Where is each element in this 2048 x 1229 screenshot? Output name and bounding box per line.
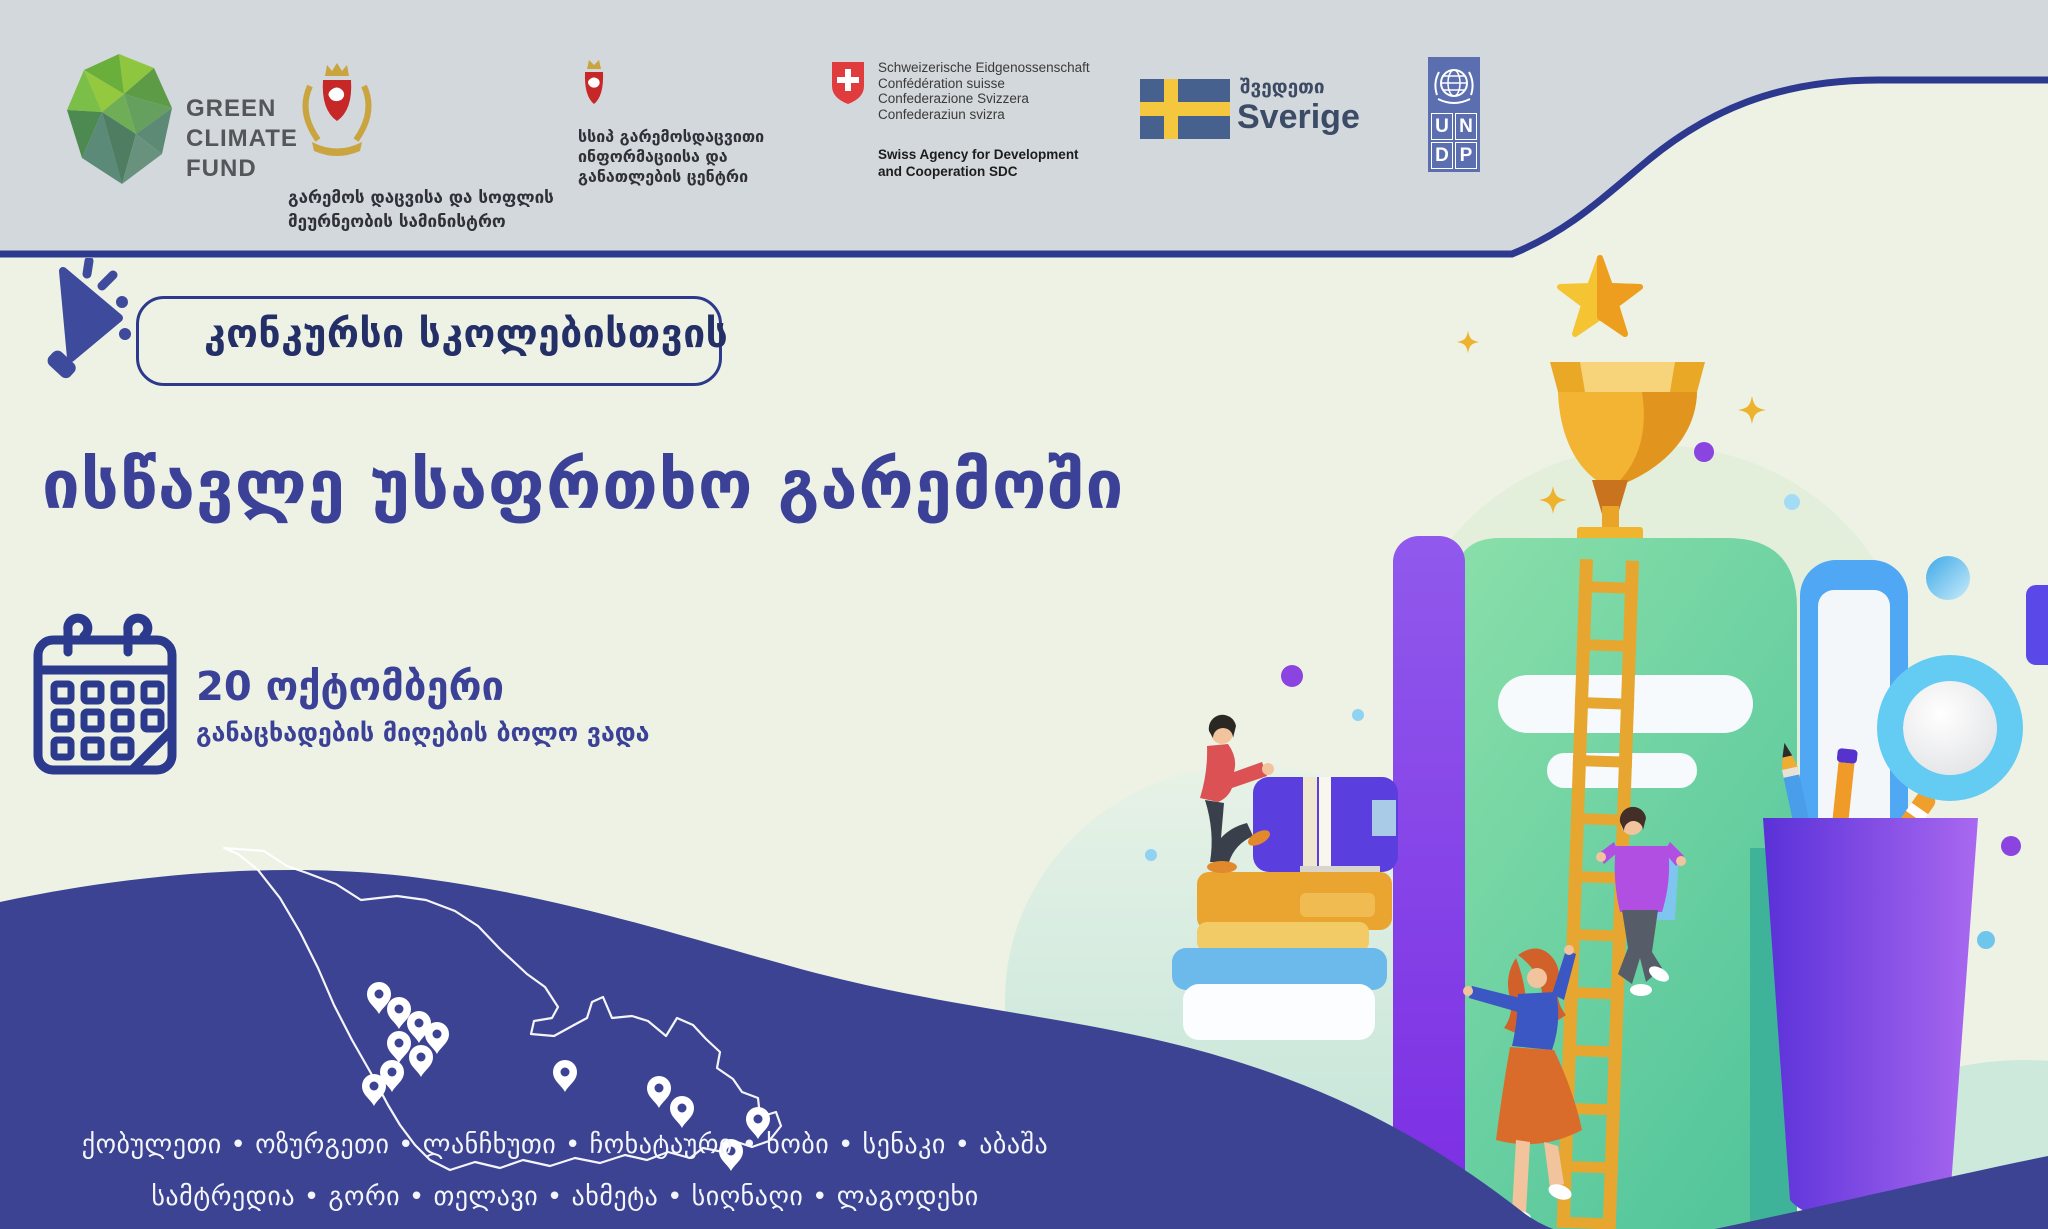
eiec-logo-text — [578, 127, 764, 187]
swiss-line: Schweizerische Eidgenossenschaft — [878, 60, 1090, 75]
calendar-icon — [30, 608, 180, 780]
eiec-line: ინფორმაციისა და — [578, 147, 728, 166]
megaphone-icon — [36, 258, 166, 388]
undp-logo — [1428, 57, 1480, 172]
swiss-line: Confederaziun svizra — [878, 106, 1005, 122]
ministry-line: მეურნეობის სამინისტრო — [288, 212, 506, 232]
swiss-agency-line: Swiss Agency for Development — [878, 147, 1079, 162]
gcf-logo-text — [186, 94, 298, 184]
gcf-line: CLIMATE — [186, 125, 298, 152]
undp-letters — [1431, 113, 1477, 169]
swiss-shield-icon — [830, 60, 866, 105]
undp-letter: D — [1431, 142, 1453, 169]
sweden-flag-icon — [1140, 79, 1230, 139]
sweden-georgian-label: შვედეთი — [1240, 76, 1325, 98]
deadline-note: განაცხადების მიღების ბოლო ვადა — [196, 718, 650, 747]
cities-line-2: სამტრედია • გორი • თელავი • ახმეტა • სიღნაღი • ლაგოდეხი — [151, 1182, 979, 1212]
swiss-logo-text — [878, 60, 1090, 122]
undp-letter: U — [1431, 113, 1453, 140]
swiss-line: Confédération suisse — [878, 75, 1005, 91]
gcf-logo-icon — [62, 50, 177, 190]
swiss-agency-line: and Cooperation SDC — [878, 164, 1018, 179]
cities-line-1: ქობულეთი • ოზურგეთი • ლანჩხუთი • ჩოხატაური • ხობი • სენაკი • აბაშა — [81, 1130, 1049, 1160]
page-title: ისწავლე უსაფრთხო გარემოში — [42, 446, 1125, 524]
un-emblem-icon — [1428, 57, 1480, 113]
georgia-coat-of-arms-icon — [292, 60, 382, 162]
gcf-line: GREEN — [186, 95, 277, 122]
undp-letter: N — [1455, 113, 1477, 140]
ministry-line: გარემოს დაცვისა და სოფლის — [288, 188, 554, 208]
swiss-agency-text — [878, 146, 1079, 180]
contest-badge-label: კონკურსი სკოლებისთვის — [204, 312, 729, 357]
undp-letter: P — [1455, 142, 1477, 169]
sweden-name-label: Sverige — [1237, 98, 1360, 136]
eiec-line: განათლების ცენტრი — [578, 167, 749, 186]
deadline-date: 20 ოქტომბერი — [196, 664, 505, 710]
swiss-line: Confederazione Svizzera — [878, 91, 1029, 106]
ministry-logo-text — [288, 186, 554, 234]
eiec-line: სსიპ გარემოსდაცვითი — [578, 127, 765, 146]
star-icon — [1560, 258, 1640, 334]
eiec-emblem-icon — [578, 56, 610, 118]
gcf-line: FUND — [186, 155, 257, 182]
